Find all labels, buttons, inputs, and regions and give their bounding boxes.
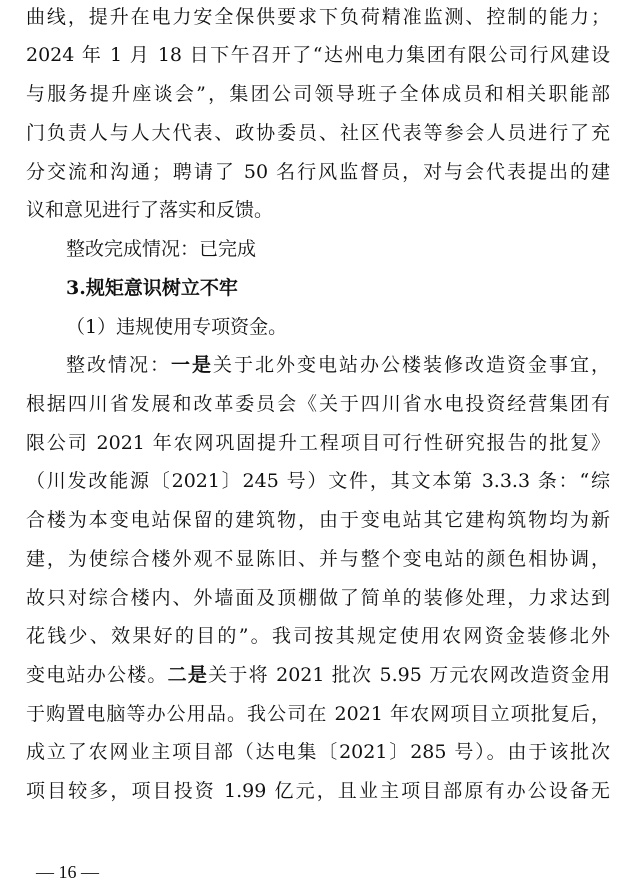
paragraph-line: 合楼为本变电站保留的建筑物，由于变电站其它建构筑物均为新	[26, 509, 610, 531]
paragraph-line: 建，为使综合楼外观不显陈旧、并与整个变电站的颜色相协调，	[26, 548, 610, 570]
paragraph-line: 门负责人与人大代表、政协委员、社区代表等参会人员进行了充	[26, 122, 610, 144]
paragraph-line: 故只对综合楼内、外墙面及顶棚做了简单的装修处理，力求达到	[26, 587, 610, 609]
completion-status: 整改完成情况：已完成	[66, 238, 257, 260]
line-segment: 变电站办公楼。	[26, 664, 168, 686]
paragraph-line: 于购置电脑等办公用品。我公司在 2021 年农网项目立项批复后，	[26, 703, 610, 725]
section-heading: 3.规矩意识树立不牢	[66, 277, 238, 299]
paragraph-line: 曲线，提升在电力安全保供要求下负荷精准监测、控制的能力；	[26, 6, 610, 28]
paragraph-line: 2024 年 1 月 18 日下午召开了“达州电力集团有限公司行风建设	[26, 44, 610, 66]
page-number: — 16 —	[36, 862, 99, 882]
paragraph-line: 议和意见进行了落实和反馈。	[26, 199, 274, 221]
paragraph-line: 项目较多，项目投资 1.99 亿元，且业主项目部原有办公设备无	[26, 780, 610, 802]
paragraph-line: 与服务提升座谈会”，集团公司领导班子全体成员和相关职能部	[26, 83, 610, 105]
subsection-title: （1）违规使用专项资金。	[66, 316, 288, 338]
paragraph-line: 花钱少、效果好的目的”。我司按其规定使用农网资金装修北外	[26, 625, 610, 647]
paragraph-line: （川发改能源〔2021〕245 号）文件，其文本第 3.3.3 条：“综	[26, 470, 610, 492]
line-segment: 整改情况：	[66, 354, 171, 376]
paragraph-line: 成立了农网业主项目部（达电集〔2021〕285 号）。由于该批次	[26, 741, 610, 763]
emphasis-text: 一是	[171, 354, 213, 376]
line-segment: 关于北外变电站办公楼装修改造资金事宜，	[213, 354, 610, 376]
emphasis-text: 二是	[167, 664, 209, 686]
paragraph-line: 根据四川省发展和改革委员会《关于四川省水电投资经营集团有	[26, 393, 610, 415]
paragraph-line	[66, 353, 610, 377]
paragraph-line	[26, 663, 610, 687]
line-segment: 关于将 2021 批次 5.95 万元农网改造资金用	[208, 664, 610, 686]
paragraph-line: 限公司 2021 年农网巩固提升工程项目可行性研究报告的批复》	[26, 432, 610, 454]
paragraph-line: 分交流和沟通；聘请了 50 名行风监督员，对与会代表提出的建	[26, 161, 610, 183]
